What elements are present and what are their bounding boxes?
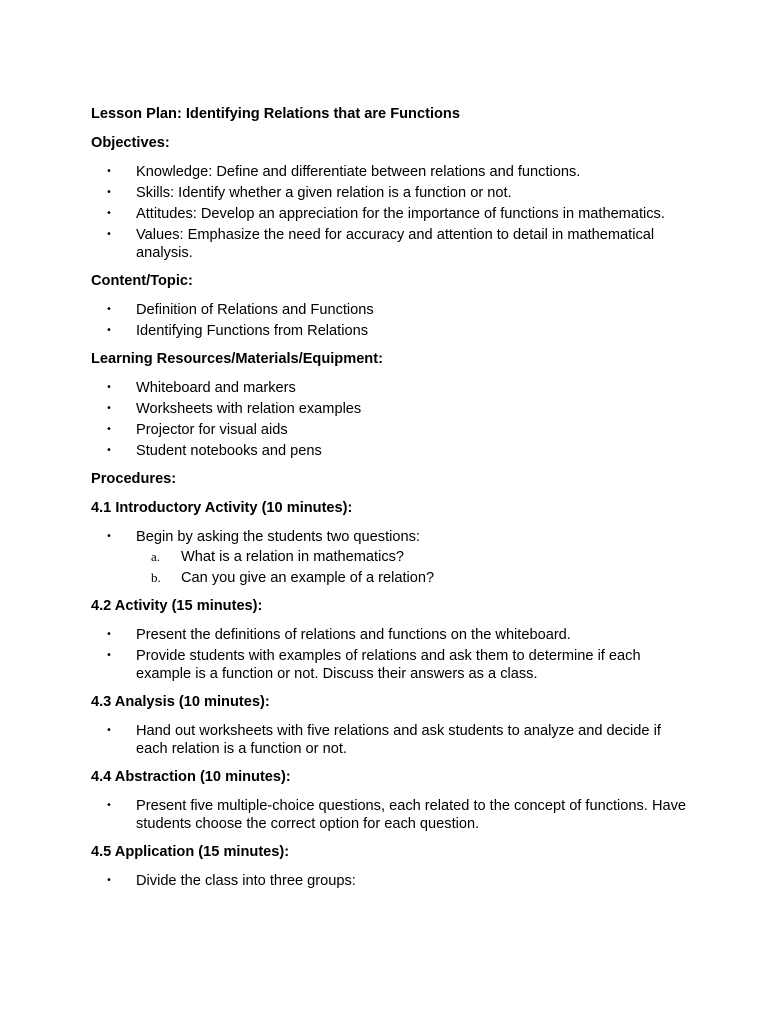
- bullet-icon: •: [106, 424, 112, 435]
- bullet-icon: •: [106, 229, 112, 240]
- list-item: • Divide the class into three groups:: [106, 873, 356, 889]
- list-item: • Student notebooks and pens: [106, 443, 322, 459]
- list-item: • Identifying Functions from Relations: [106, 323, 368, 339]
- bullet-icon: •: [106, 725, 112, 736]
- list-item: • Projector for visual aids: [106, 422, 288, 438]
- bullet-icon: •: [106, 629, 112, 640]
- activity-heading: 4.2 Activity (15 minutes):: [91, 598, 263, 614]
- list-item: • Present five multiple-choice questions, each related to the concept of functions. Have students choose the correct option for each question.: [106, 798, 687, 832]
- objectives-heading: Objectives:: [91, 135, 170, 151]
- bullet-icon: •: [106, 166, 112, 177]
- content-list: [91, 301, 691, 340]
- application-list: [91, 872, 691, 890]
- bullet-icon: •: [106, 445, 112, 456]
- intro-activity-heading: 4.1 Introductory Activity (10 minutes):: [91, 500, 353, 516]
- list-marker: a.: [151, 549, 161, 564]
- bullet-icon: •: [106, 403, 112, 414]
- resources-list: [91, 379, 691, 460]
- objectives-list: [91, 163, 691, 262]
- bullet-icon: •: [106, 800, 112, 811]
- list-item: • Hand out worksheets with five relations and ask students to analyze and decide if each relation is a function or not.: [106, 723, 661, 757]
- list-item: • Whiteboard and markers: [106, 380, 296, 396]
- bullet-icon: •: [106, 875, 112, 886]
- application-heading: 4.5 Application (15 minutes):: [91, 844, 290, 860]
- resources-heading: Learning Resources/Materials/Equipment:: [91, 351, 383, 367]
- content-heading: Content/Topic:: [91, 273, 193, 289]
- procedures-heading: Procedures:: [91, 471, 177, 487]
- analysis-heading: 4.3 Analysis (10 minutes):: [91, 694, 270, 710]
- list-item: • Values: Emphasize the need for accuracy and attention to detail in mathematical analysis.: [106, 227, 655, 261]
- bullet-icon: •: [106, 187, 112, 198]
- document-body: [91, 105, 691, 900]
- list-item: • Provide students with examples of relations and ask them to determine if each example is a function or not. Discuss their answers as a class.: [106, 648, 641, 682]
- bullet-icon: •: [106, 650, 112, 661]
- abstraction-heading: 4.4 Abstraction (10 minutes):: [91, 769, 291, 785]
- abstraction-list: [91, 797, 691, 833]
- document-title: Lesson Plan: Identifying Relations that are Functions: [91, 106, 460, 122]
- bullet-icon: •: [106, 208, 112, 219]
- activity-list: [91, 626, 691, 683]
- intro-questions-list: [136, 548, 691, 587]
- list-item: • Worksheets with relation examples: [106, 401, 362, 417]
- bullet-icon: •: [106, 325, 112, 336]
- list-item: • Definition of Relations and Functions: [106, 302, 374, 318]
- list-item: • Begin by asking the students two questions: a. What is a relation in mathematics? b. Can you give an example of a relation?: [91, 528, 691, 587]
- list-item: • Skills: Identify whether a given relation is a function or not.: [106, 185, 512, 201]
- bullet-icon: •: [106, 382, 112, 393]
- intro-activity-list: [91, 528, 691, 587]
- bullet-icon: •: [106, 531, 112, 542]
- sub-list-item: b. Can you give an example of a relation?: [151, 570, 435, 586]
- bullet-icon: •: [106, 304, 112, 315]
- sub-list-item: a. What is a relation in mathematics?: [151, 549, 405, 565]
- list-item: • Present the definitions of relations and functions on the whiteboard.: [106, 627, 571, 643]
- analysis-list: [91, 722, 691, 758]
- list-item: • Attitudes: Develop an appreciation for the importance of functions in mathematics.: [106, 206, 665, 222]
- list-marker: b.: [151, 570, 161, 585]
- list-item: • Knowledge: Define and differentiate between relations and functions.: [106, 164, 581, 180]
